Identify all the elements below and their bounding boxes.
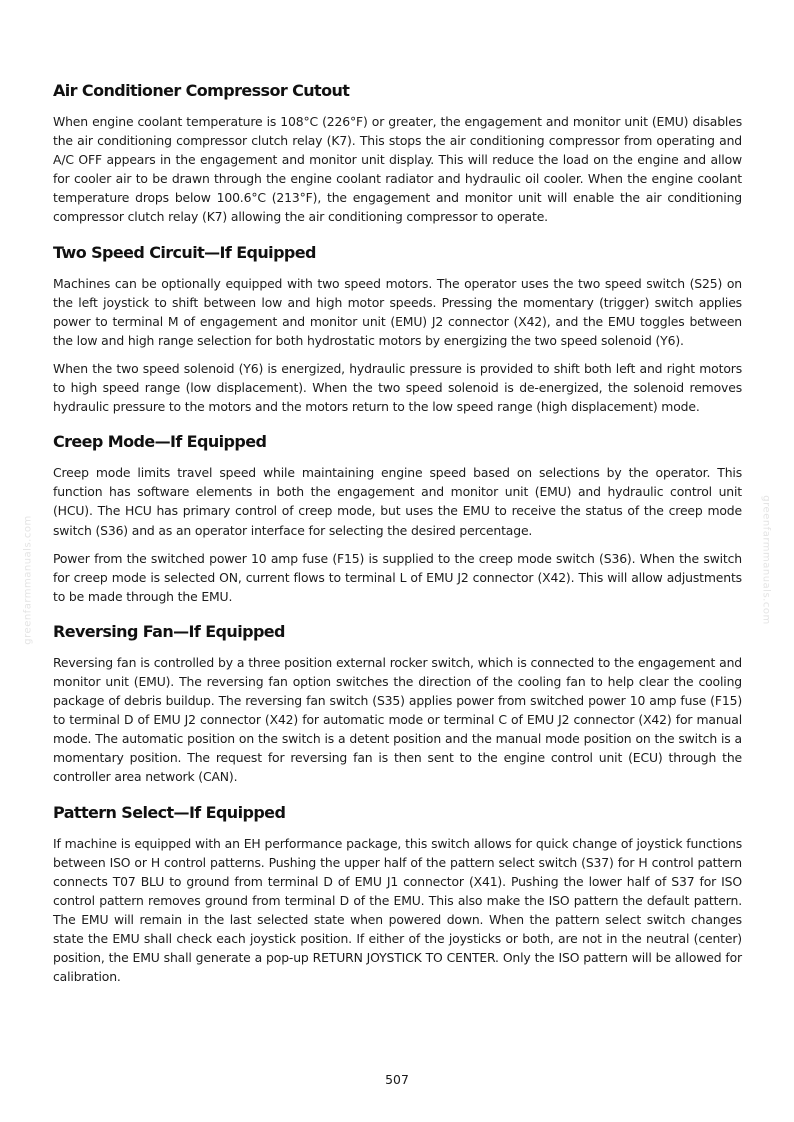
section-heading: Two Speed Circuit—If Equipped (53, 242, 316, 262)
paragraph: Reversing fan is controlled by a three position external rocker switch, which is connected to the engagement and monitor unit (EMU). The reversing fan option switches the direction of the cooling fan to help clear the cooling package of debris buildup. The reversing fan switch (S35) applies power from switched power 10 amp fuse (F15) to terminal D of EMU J2 connector (X42) for automatic mode or terminal C of EMU J2 connector (X42) for manual mode. The automatic position on the switch is a detent position and the manual mode position on the switch is a momentary position. The request for reversing fan is then sent to the engine control unit (ECU) through the controller area network (CAN). (53, 654, 742, 785)
document-body (53, 80, 742, 995)
page-number: 507 (385, 1072, 409, 1087)
watermark-right: greenfarmmanuals.com (760, 495, 772, 625)
section-ac-compressor-cutout (53, 80, 742, 227)
section-two-speed-circuit (53, 242, 742, 417)
section-heading: Reversing Fan—If Equipped (53, 621, 285, 641)
paragraph: When engine coolant temperature is 108°C (226°F) or greater, the engagement and monitor unit (EMU) disables the air conditioning compressor clutch relay (K7). This stops the air conditioning compressor from operating and A/C OFF appears in the engagement and monitor unit display. This will reduce the load on the engine and allow for cooler air to be drawn through the engine coolant radiator and hydraulic oil cooler. When the engine coolant temperature drops below 100.6°C (213°F), the engagement and monitor unit will enable the air conditioning compressor clutch relay (K7) allowing the air conditioning compressor to operate. (53, 114, 742, 225)
section-pattern-select (53, 802, 742, 987)
watermark-left: greenfarmmanuals.com (22, 515, 34, 645)
section-heading: Creep Mode—If Equipped (53, 432, 267, 452)
section-heading: Pattern Select—If Equipped (53, 802, 286, 822)
paragraph: Power from the switched power 10 amp fuse (F15) is supplied to the creep mode switch (S36). When the switch for creep mode is selected ON, current flows to terminal L of EMU J2 connector (X42). This will allow adjustments to be made through the EMU. (53, 550, 742, 604)
section-heading: Air Conditioner Compressor Cutout (53, 81, 350, 100)
section-creep-mode (53, 431, 742, 606)
paragraph: Machines can be optionally equipped with two speed motors. The operator uses the two speed switch (S25) on the left joystick to shift between low and high motor speeds. Pressing the momentary (trigger) switch applies power to terminal M of engagement and monitor unit (EMU) J2 connector (X42), and the EMU toggles between the low and high range selection for both hydrostatic motors by energizing the two speed solenoid (Y6). (53, 275, 742, 348)
paragraph: When the two speed solenoid (Y6) is energized, hydraulic pressure is provided to shift both left and right motors to high speed range (low displacement). When the two speed solenoid is de-energized, the solenoid removes hydraulic pressure to the motors and the motors return to the low speed range (high displacement) mode. (53, 360, 742, 415)
paragraph: Creep mode limits travel speed while maintaining engine speed based on selections by the operator. This function has software elements in both the engagement and monitor unit (EMU) and hydraulic control unit (HCU). The HCU has primary control of creep mode, but uses the EMU to receive the status of the creep mode switch (S36) and as an operator interface for selecting the desired percentage. (53, 465, 742, 538)
paragraph: If machine is equipped with an EH performance package, this switch allows for quick change of joystick functions between ISO or H control patterns. Pushing the upper half of the pattern select switch (S37) for H control pattern connects T07 BLU to ground from terminal D of EMU J1 connector (X41). Pushing the lower half of S37 for ISO control pattern removes ground from terminal D of the EMU. This also make the ISO pattern the default pattern. The EMU will remain in the last selected state when powered down. When the pattern select switch changes state the EMU shall check each joystick position. If either of the joysticks or both, are not in the neutral (center) position, the EMU shall generate a pop-up RETURN JOYSTICK TO CENTER. Only the ISO pattern will be allowed for calibration. (53, 835, 742, 985)
section-reversing-fan (53, 621, 742, 787)
